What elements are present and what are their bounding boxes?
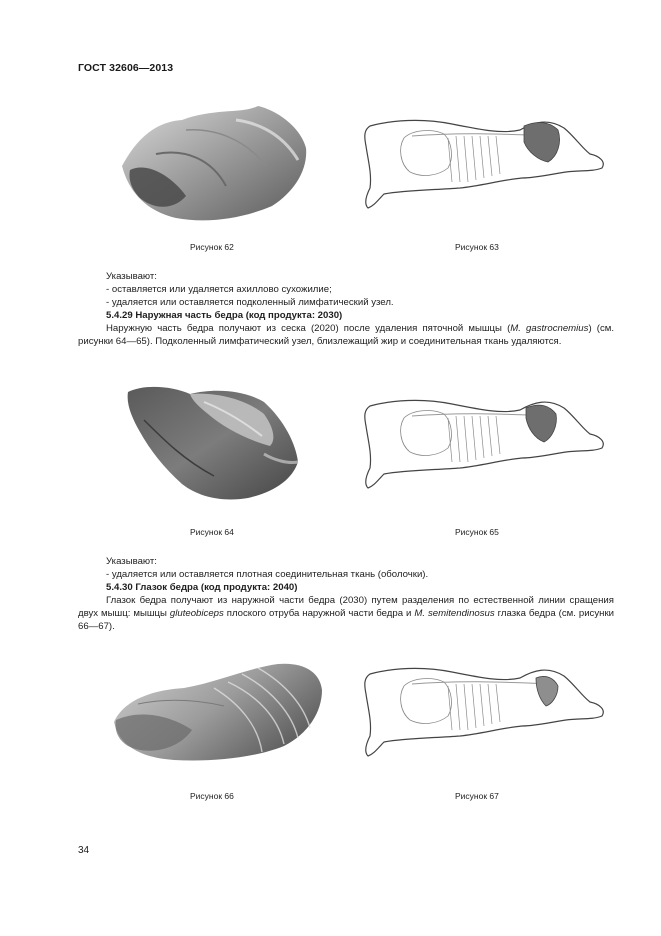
section-5-4-29-paragraph: Наружную часть бедра получают из сеска (2020) после удаления пяточной мышцы (M. gastrocnemius) (см. рисунки 64—65). Подколенный лимфатический узел, близлежащий жир и соединительная ткань удаляются. bbox=[78, 323, 614, 348]
figure-67-carcass-diagram bbox=[352, 660, 610, 766]
caption-figure-63: Рисунок 63 bbox=[455, 242, 499, 252]
section-5-4-29-heading: 5.4.29 Наружная часть бедра (код продукта: 2030) bbox=[106, 310, 343, 321]
list-item-achilles: - оставляется или удаляется ахиллово сухожилие; bbox=[106, 284, 332, 295]
figure-63-carcass-diagram bbox=[352, 112, 610, 218]
caption-figure-64: Рисунок 64 bbox=[190, 527, 234, 537]
indicate-label-2: Указывают: bbox=[106, 556, 157, 567]
figure-64-meat-photo bbox=[124, 380, 302, 504]
section-5-4-30-paragraph: Глазок бедра получают из наружной части бедра (2030) путем разделения по естественной линии сращения двух мышц: мышцы gluteobiceps плоского отруба наружной части бедра и M. semitendinosus глазка бедра (см. рисунки 66—67). bbox=[78, 595, 614, 633]
caption-figure-65: Рисунок 65 bbox=[455, 527, 499, 537]
caption-figure-62: Рисунок 62 bbox=[190, 242, 234, 252]
caption-figure-66: Рисунок 66 bbox=[190, 791, 234, 801]
page-number: 34 bbox=[78, 845, 90, 856]
figure-62-meat-photo bbox=[116, 100, 312, 226]
section-5-4-30-heading: 5.4.30 Глазок бедра (код продукта: 2040) bbox=[106, 582, 298, 593]
list-item-connective-tissue: - удаляется или оставляется плотная соединительная ткань (оболочки). bbox=[106, 569, 429, 580]
figure-66-meat-photo bbox=[108, 660, 328, 764]
caption-figure-67: Рисунок 67 bbox=[455, 791, 499, 801]
standard-header: ГОСТ 32606—2013 bbox=[78, 62, 174, 74]
list-item-lymph-node: - удаляется или оставляется подколенный лимфатический узел. bbox=[106, 297, 394, 308]
indicate-label-1: Указывают: bbox=[106, 271, 157, 282]
figure-65-carcass-diagram bbox=[352, 392, 610, 498]
